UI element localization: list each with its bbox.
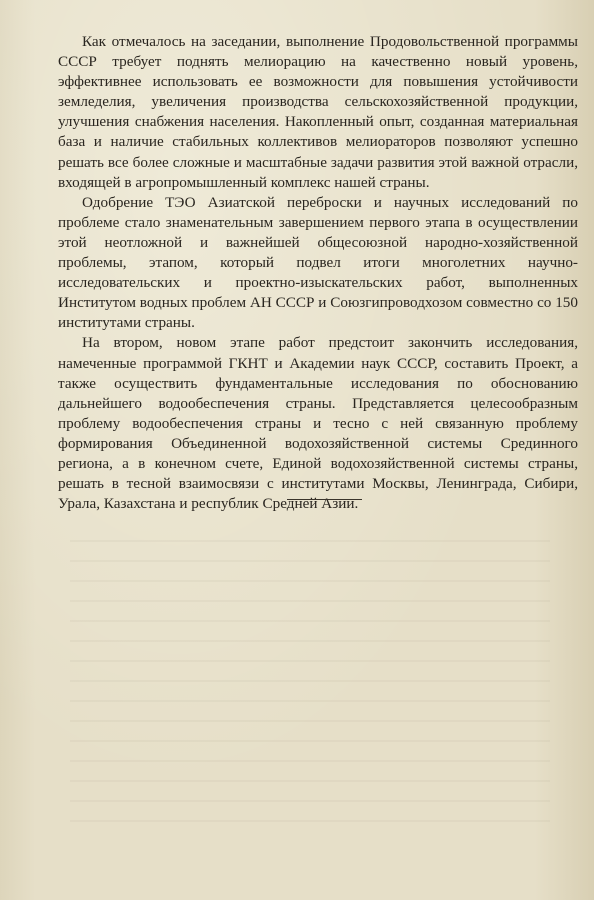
paragraph-2: Одобрение ТЭО Азиатской переброски и научных исследований по проблеме стало знаменательным завершением первого этапа в осуществлении этой неотложной и важнейшей общесоюзной народно-хозяйственной проблемы, этапом, который подвел итоги многолетних научно-исследовательских и проектно-изыскательских работ, выполненных Институтом водных проблем АН СССР и Союзгипроводхозом совместно со 150 институтами страны. bbox=[58, 193, 578, 332]
section-divider bbox=[287, 499, 362, 500]
body-text bbox=[58, 32, 578, 514]
paragraph-3: На втором, новом этапе работ предстоит закончить исследования, намеченные программой ГКНТ и Академии наук СССР, составить Проект, а также осуществить фундаментальные исследования по обоснованию дальнейшего водообеспечения страны. Представляется целесообразным проблему водообеспечения страны и тесно с ней связанную проблему формирования Объединенной водохозяйственной системы Срединного региона, а в конечном счете, Единой водохозяйственной системы страны, решать в тесной взаимосвязи с институтами Москвы, Ленинграда, Сибири, Урала, Казахстана и республик Средней Азии. bbox=[58, 334, 578, 513]
paragraph-1: Как отмечалось на заседании, выполнение Продовольственной программы СССР требует поднять мелиорацию на качественно новый уровень, эффективнее использовать ее возможности для повышения устойчивости земледелия, увеличения производства сельскохозяйственной продукции, улучшения снабжения населения. Накопленный опыт, созданная материальная база и наличие стабильных коллективов мелиораторов позволяют успешно решать все более сложные и масштабные задачи развития этой важной отрасли, входящей в агропромышленный комплекс нашей страны. bbox=[58, 33, 578, 191]
show-through-text bbox=[70, 540, 550, 840]
